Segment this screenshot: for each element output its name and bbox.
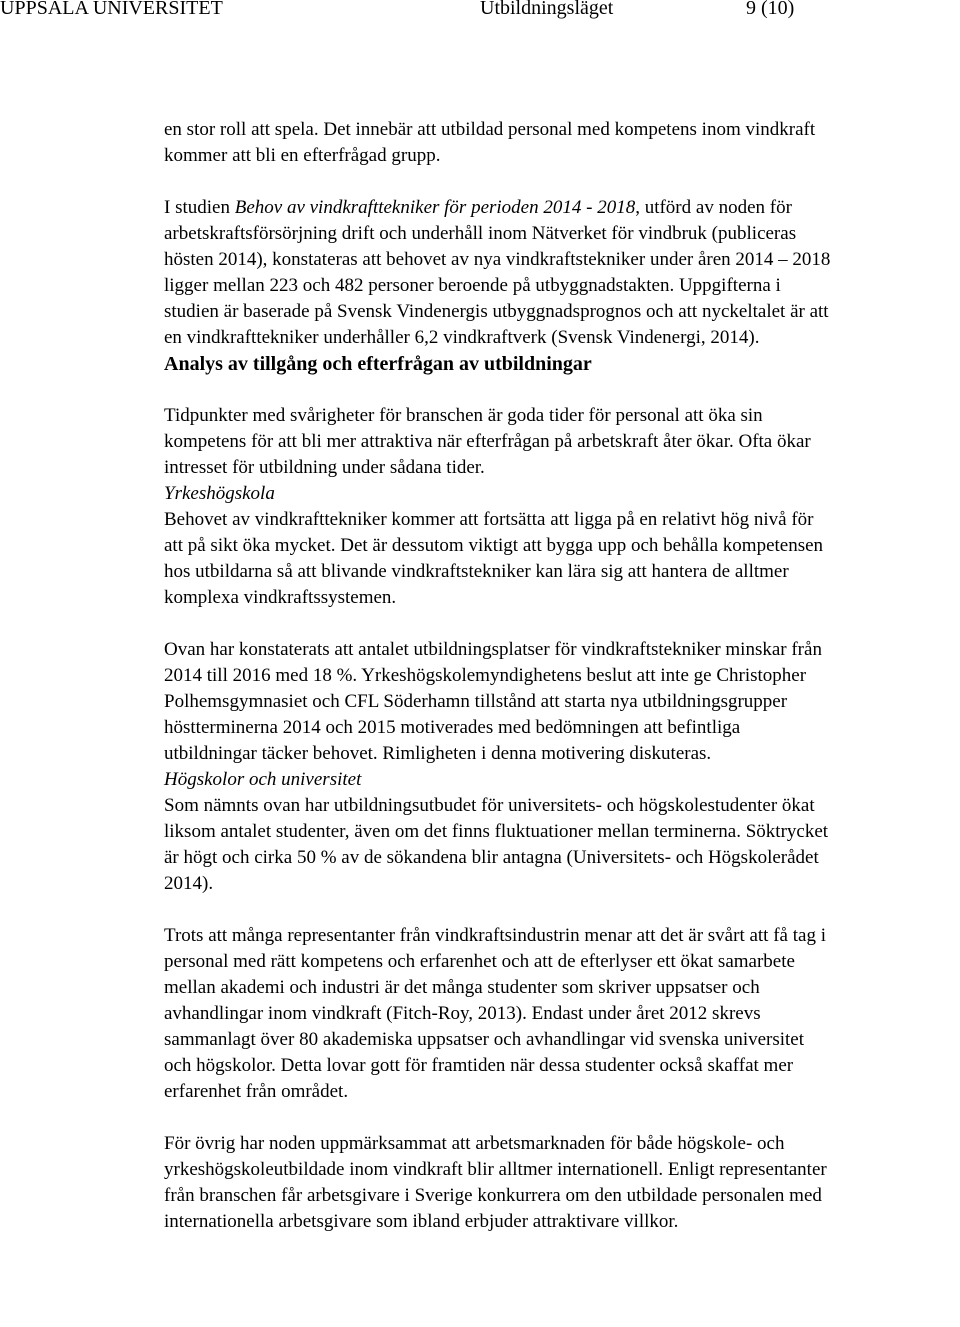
text-line: kommer att bli en efterfrågad grupp.	[164, 145, 441, 166]
text-line: kompetens för att bli mer attraktiva när efterfrågan på arbetskraft åter ökar. Ofta ökar	[164, 431, 811, 452]
paragraph-yh-need	[164, 507, 960, 611]
paragraph-intro	[164, 117, 960, 169]
paragraph-uni-supply	[164, 793, 960, 897]
paragraph-study	[164, 195, 960, 351]
text-line	[164, 195, 960, 221]
header-page-number: 9 (10)	[746, 0, 795, 19]
subheading-universities: Högskolor och universitet	[164, 769, 362, 790]
paragraph-timing	[164, 403, 960, 481]
text-line: För övrig har noden uppmärksammat att arbetsmarknaden för både högskole- och	[164, 1133, 785, 1154]
paragraph-yh-places	[164, 637, 960, 767]
text-line: och högskolor. Detta lovar gott för framtiden när dessa studenter också skaffat mer	[164, 1055, 794, 1076]
text-line: är högt och cirka 50 % av de sökandena blir antagna (Universitets- och Högskolerådet	[164, 847, 819, 868]
text-line: höstterminerna 2014 och 2015 motiverades med bedömningen att befintliga	[164, 717, 741, 738]
subheading-yrkeshogskola: Yrkeshögskola	[164, 483, 275, 504]
page-body	[164, 117, 960, 1235]
study-title: Behov av vindkrafttekniker för perioden 2014 - 2018	[234, 197, 636, 218]
text-line: Ovan har konstaterats att antalet utbildningsplatser för vindkraftstekniker minskar från	[164, 639, 822, 660]
text-line: Tidpunkter med svårigheter för branschen är goda tider för personal att öka sin	[164, 405, 763, 426]
text-line: hösten 2014), konstateras att behovet av nya vindkraftstekniker under åren 2014 – 2018	[164, 249, 831, 270]
text-line: ligger mellan 223 och 482 personer beroende på utbyggnadstakten. Uppgifterna i	[164, 275, 781, 296]
text-line: från branschen får arbetsgivare i Sverige konkurrera om den utbildade personalen med	[164, 1185, 822, 1206]
text-fragment: I studien	[164, 197, 235, 218]
text-line: yrkeshögskoleutbildade inom vindkraft blir alltmer internationell. Enligt representanter	[164, 1159, 827, 1180]
text-line: att på sikt öka mycket. Det är dessutom viktigt att bygga upp och behålla kompetensen	[164, 535, 824, 556]
text-line: arbetskraftsförsörjning drift och underhåll inom Nätverket för vindbruk (publiceras	[164, 223, 797, 244]
paragraph-industry	[164, 923, 960, 1105]
text-line: 2014).	[164, 873, 214, 894]
text-fragment: , utförd av noden för	[635, 197, 792, 218]
text-line: 2014 till 2016 med 18 %. Yrkeshögskolemyndighetens beslut att inte ge Christopher	[164, 665, 807, 686]
header-university: UPPSALA UNIVERSITET	[0, 0, 223, 19]
text-line: en stor roll att spela. Det innebär att utbildad personal med kompetens inom vindkraft	[164, 119, 816, 140]
text-line: internationella arbetsgivare som ibland erbjuder attraktivare villkor.	[164, 1211, 679, 1232]
text-line: hos utbildarna så att blivande vindkraftstekniker kan lära sig att hantera de alltmer	[164, 561, 789, 582]
text-line: liksom antalet studenter, även om det finns fluktuationer mellan terminerna. Söktrycket	[164, 821, 829, 842]
text-line: komplexa vindkraftssystemen.	[164, 587, 397, 608]
text-line: Som nämnts ovan har utbildningsutbudet för universitets- och högskolestudenter ökat	[164, 795, 815, 816]
text-line: studien är baserade på Svensk Vindenergis utbyggnadsprognos och att nyckeltalet är att	[164, 301, 829, 322]
text-line: intresset för utbildning under sådana tider.	[164, 457, 485, 478]
text-line: sammanlagt över 80 akademiska uppsatser och avhandlingar vid svenska universitet	[164, 1029, 805, 1050]
section-heading-analysis: Analys av tillgång och efterfrågan av utbildningar	[164, 353, 592, 375]
text-line: mellan akademi och industri är det många studenter som skriver uppsatser och	[164, 977, 760, 998]
text-line: Behovet av vindkrafttekniker kommer att fortsätta att ligga på en relativt hög nivå för	[164, 509, 814, 530]
text-line: utbildningar täcker behovet. Rimligheten i denna motivering diskuteras.	[164, 743, 712, 764]
paragraph-international	[164, 1131, 960, 1235]
text-line: Polhemsgymnasiet och CFL Söderhamn tillstånd att starta nya utbildningsgrupper	[164, 691, 788, 712]
header-document-title: Utbildningsläget	[480, 0, 614, 19]
text-line: erfarenhet från området.	[164, 1081, 349, 1102]
text-line: en vindkrafttekniker underhåller 6,2 vindkraftverk (Svensk Vindenergi, 2014).	[164, 327, 760, 348]
page-header	[0, 0, 960, 22]
text-line: personal med rätt kompetens och erfarenhet och att de efterlyser ett ökat samarbete	[164, 951, 795, 972]
text-line: Trots att många representanter från vindkraftsindustrin menar att det är svårt att få tag i	[164, 925, 826, 946]
text-line: avhandlingar inom vindkraft (Fitch-Roy, 2013). Endast under året 2012 skrevs	[164, 1003, 761, 1024]
